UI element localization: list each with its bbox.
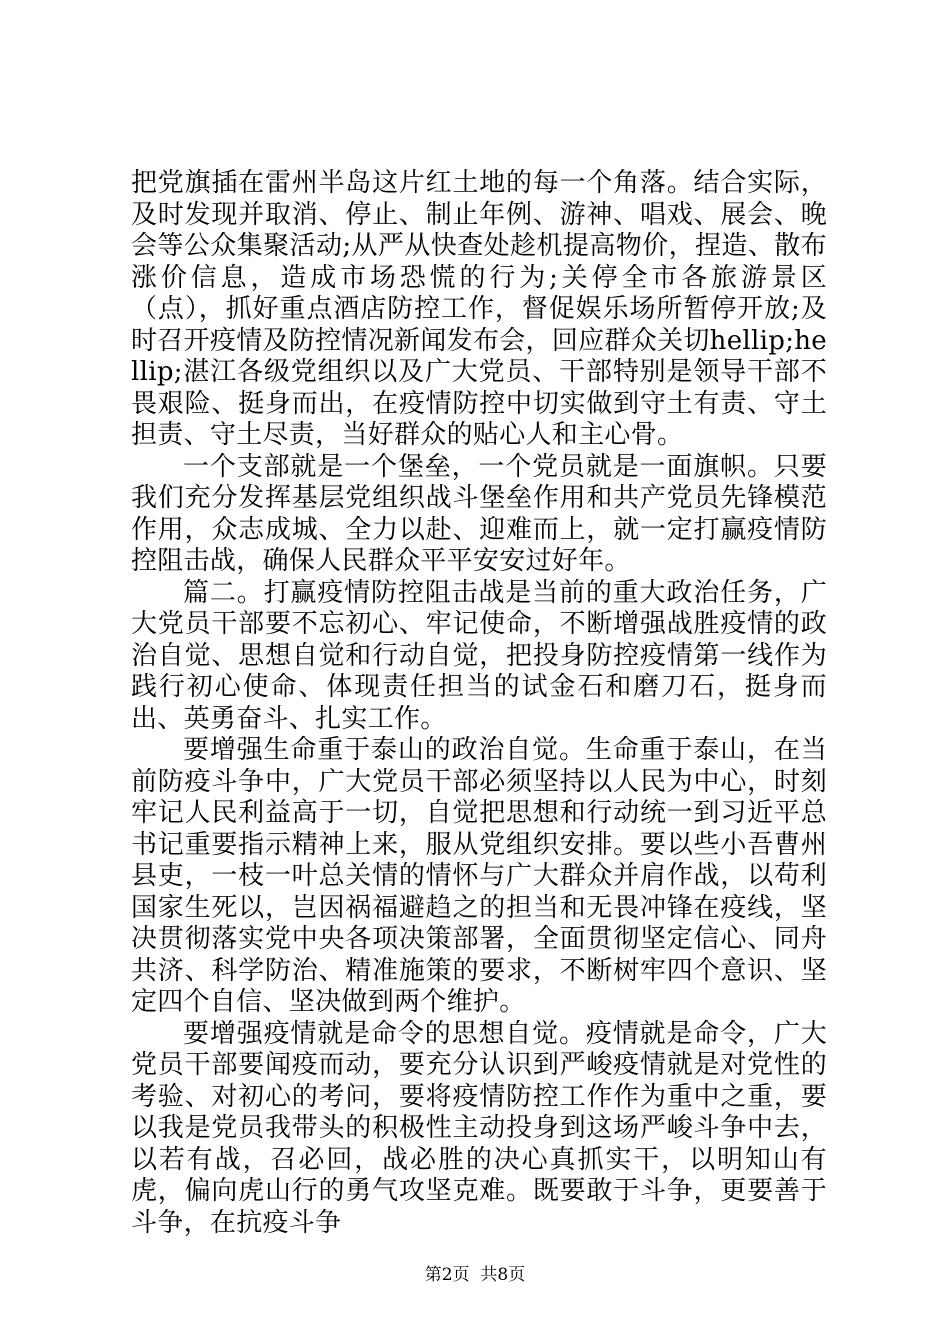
- page-number-label: 第2页 共8页: [424, 1265, 526, 1285]
- paragraph-5: 要增强疫情就是命令的思想自觉。疫情就是命令，广大党员干部要闻疫而动，要充分认识到严峻疫情就是对党性的考验、对初心的考问，要将疫情防控工作作为重中之重，要以我是党员我带头的积极性主动投身到这场严峻斗争中去，以若有战，召必回，战必胜的决心真抓实干，以明知山有虎，偏向虎山行的勇气攻坚克难。既要敢于斗争，更要善于斗争，在抗疫斗争: [131, 1018, 827, 1238]
- paragraph-1: 把党旗插在雷州半岛这片红土地的每一个角落。结合实际，及时发现并取消、停止、制止年例、游神、唱戏、展会、晚会等公众集聚活动;从严从快查处趁机提高物价，捏造、散布涨价信息，造成市场恐慌的行为;关停全市各旅游景区（点），抓好重点酒店防控工作，督促娱乐场所暂停开放;及时召开疫情及防控情况新闻发布会，回应群众关切hellip;hellip;湛江各级党组织以及广大党员、干部特别是领导干部不畏艰险、挺身而出，在疫情防控中切实做到守土有责、守土担责、守土尽责，当好群众的贴心人和主心骨。: [131, 168, 827, 450]
- paragraph-3: 篇二。打赢疫情防控阻击战是当前的重大政治任务，广大党员干部要不忘初心、牢记使命，不断增强战胜疫情的政治自觉、思想自觉和行动自觉，把投身防控疫情第一线作为践行初心使命、体现责任担当的试金石和磨刀石，挺身而出、英勇奋斗、扎实工作。: [131, 577, 827, 734]
- paragraph-2: 一个支部就是一个堡垒，一个党员就是一面旗帜。只要我们充分发挥基层党组织战斗堡垒作用和共产党员先锋模范作用，众志成城、全力以赴、迎难而上，就一定打赢疫情防控阻击战，确保人民群众平平安安过好年。: [131, 451, 827, 576]
- document-body: [131, 168, 827, 1239]
- paragraph-4: 要增强生命重于泰山的政治自觉。生命重于泰山，在当前防疫斗争中，广大党员干部必须坚持以人民为中心，时刻牢记人民利益高于一切，自觉把思想和行动统一到习近平总书记重要指示精神上来，服从党组织安排。要以些小吾曹州县吏，一枝一叶总关情的情怀与广大群众并肩作战，以苟利国家生死以，岂因祸福避趋之的担当和无畏冲锋在疫线，坚决贯彻落实党中央各项决策部署，全面贯彻坚定信心、同舟共济、科学防治、精准施策的要求，不断树牢四个意识、坚定四个自信、坚决做到两个维护。: [131, 735, 827, 1017]
- page-footer: [0, 1264, 950, 1286]
